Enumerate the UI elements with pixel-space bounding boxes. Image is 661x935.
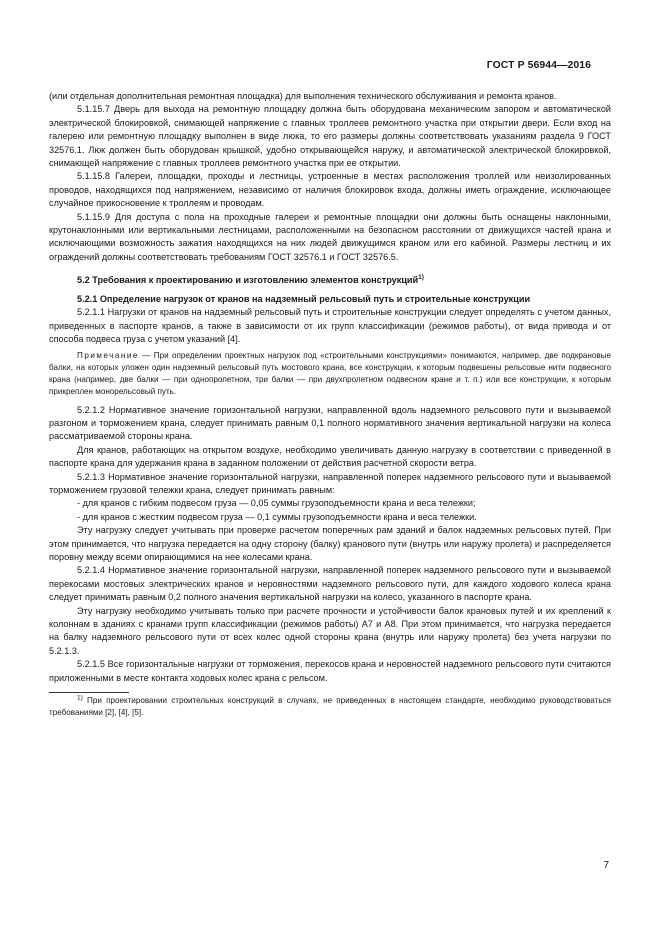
paragraph-continuation: (или отдельная дополнительная ремонтная площадка) для выполнения технического обслуживания и ремонта кранов. (49, 91, 557, 101)
paragraph-5-1-15-8: 5.1.15.8 Галереи, площадки, проходы и лестницы, устроенные в местах расположения троллей или неизолированных проводов, находящихся под напряжением, независимо от наличия блокировок входа, должны иметь ограждение, исключающее случайное прикосновение к троллеям и проводам. (49, 171, 611, 209)
paragraph-outdoor-cranes: Для кранов, работающих на открытом воздухе, необходимо увеличивать данную нагрузку в соответствии с приведенной в паспорте крана для удержания крана в заданном положении от действия расчетной скорости ветра. (49, 444, 611, 469)
paragraph-5-2-1-1: 5.2.1.1 Нагрузки от кранов на надземный рельсовый путь и строительные конструкции следует определять с учетом данных, приведенных в паспорте кранов, а также в зависимости от их групп классификации (режимов работы), от вида привода и от способа подвеса груза с учетом указаний [4]. (49, 307, 611, 344)
document-id-header: ГОСТ Р 56944—2016 (486, 60, 591, 71)
paragraph-5-2-1-4: 5.2.1.4 Нормативное значение горизонтальной нагрузки, направленной поперек надземного рельсового пути и вызываемой перекосами мостовых электрических кранов и неровностями надземного рельсового пути, для каждого ходового колеса крана следует принимать равным 0,2 полного значения вертикальной нагрузки на колесо, указанного в паспорте крана. (49, 565, 611, 603)
paragraph-5-2-1-5: 5.2.1.5 Все горизонтальные нагрузки от торможения, перекосов крана и неровностей надземного рельсового пути считаются приложенными в месте контакта ходовых колес крана с рельсом. (49, 659, 611, 683)
footnote-reference: 1) (418, 274, 424, 282)
note-block (49, 350, 611, 397)
list-item-flexible-suspension: - для кранов с гибким подвесом груза — 0,05 суммы грузоподъемности крана и веса тележки; (77, 498, 476, 509)
paragraph-5-1-15-9: 5.1.15.9 Для доступа с пола на проходные галереи и ремонтные площадки они должны быть оснащены наклонными, крутонаклонными или вертикальными лестницами, расположенными на безопасном расстоянии от движущихся частей крана и исключающими возможность зажатия находящихся на них людей движущимся краном или его кабиной. Размеры лестниц и их ограждений должны соответствовать требованиям ГОСТ 32576.1 и ГОСТ 32576.5. (49, 211, 611, 262)
note-text: — При определении проектных нагрузок под «строительными конструкциями» понимаются, например, две подкрановые балки, на которых уложен один надземный рельсовый путь мостового крана, все конструкции, к которым подвешены рельсовые нити подвесного крана (например, две балки — при однопролетном, три балки — при двухпролетном подвесном кране и т. п.) или все конструкции, к которым прикреплен монорельсовый путь. (49, 351, 611, 396)
footnote (49, 695, 611, 718)
paragraph-5-2-1-2: 5.2.1.2 Нормативное значение горизонтальной нагрузки, направленной вдоль надземного рельсового пути и вызываемой разгоном и торможением крана, следует принимать равным 0,1 полного нормативного значения вертикальной нагрузки на колеса рассматриваемой стороны крана. (49, 404, 611, 442)
list-item-rigid-suspension: - для кранов с жестким подвесом груза — 0,1 суммы грузоподъемности крана и веса тележки. (77, 511, 477, 522)
section-heading-5-2 (49, 274, 611, 287)
footnote-mark: 1) (77, 694, 83, 702)
footnote-text: При проектировании строительных конструкций в случаях, не приведенных в настоящем стандарте, необходимо руководствоваться требованиями [2], [4], [5]. (49, 696, 611, 717)
section-heading-5-2-text: 5.2 Требования к проектированию и изготовлению элементов конструкций (77, 275, 419, 286)
document-body (49, 90, 611, 718)
paragraph-load-consideration: Эту нагрузку следует учитывать при проверке расчетом поперечных рам зданий и балок надземных рельсовых путей. При этом принимается, что нагрузка передается на одну сторону (балку) кранового пути (внутрь или наружу пролета) и распределяется поровну между всеми опирающимися на нее колесами крана. (49, 525, 611, 562)
page-number: 7 (603, 860, 609, 871)
paragraph-strength-calculation: Эту нагрузку необходимо учитывать только при расчете прочности и устойчивости балок крановых путей и их креплений к колоннам в зданиях с кранами групп классификации (режимов работы) А7 и А8. При этом принимается, что нагрузка передается на балку надземного рельсового пути от всех колес одной стороны крана (внутрь или наружу пролета) без учета нагрузки по 5.2.1.3. (49, 605, 611, 656)
note-label: Примечание (77, 351, 139, 361)
subsection-heading-5-2-1: 5.2.1 Определение нагрузок от кранов на надземный рельсовый путь и строительные конструкции (77, 293, 531, 304)
paragraph-5-2-1-3: 5.2.1.3 Нормативное значение горизонтальной нагрузки, направленной поперек надземного рельсового пути и вызываемой торможением грузовой тележки крана, следует принимать равным: (49, 471, 611, 495)
footnote-divider (49, 692, 129, 693)
paragraph-5-1-15-7: 5.1.15.7 Дверь для выхода на ремонтную площадку должна быть оборудована механическим запором и автоматической электрической блокировкой, снимающей напряжение с главных троллеев ремонтного участка при открытии двери. Если вход на галерею или ремонтную площадку выполнен в виде люка, то его размеры должны соответствовать указаниям раздела 9 ГОСТ 32576.1. Люк должен быть оборудован крышкой, удобно открывающейся наружу, и автоматической электрической блокировкой, снимающей напряжение с главных троллеев ремонтного участка при ее открытии. (49, 104, 611, 169)
